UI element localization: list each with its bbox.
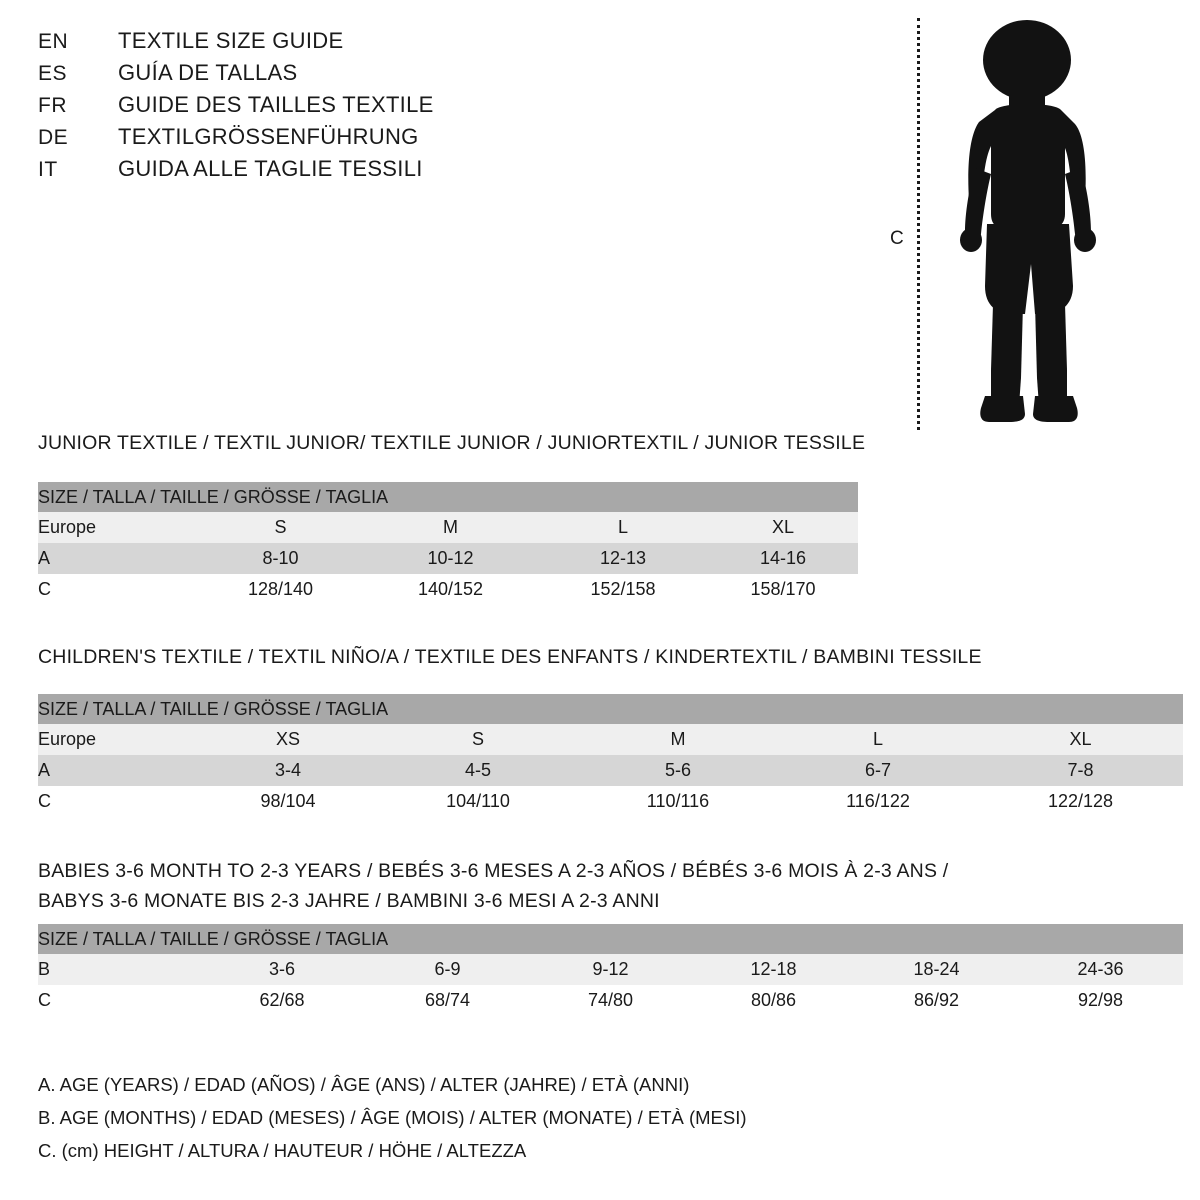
row-label: A — [38, 755, 198, 786]
language-title: GUÍA DE TALLAS — [118, 60, 298, 85]
junior-size-table — [38, 482, 858, 605]
row-value: 3-4 — [198, 755, 378, 786]
table-row — [38, 724, 1183, 755]
row-value: 122/128 — [978, 786, 1183, 817]
footnote-c: C. (cm) HEIGHT / ALTURA / HAUTEUR / HÖHE / ALTEZZA — [38, 1140, 527, 1161]
language-code: EN — [38, 30, 69, 53]
row-value: XL — [708, 512, 858, 543]
row-label: C — [38, 985, 198, 1016]
language-code: ES — [38, 62, 68, 85]
babies-section-title — [38, 856, 948, 916]
row-value: 62/68 — [198, 985, 366, 1016]
row-value: 68/74 — [366, 985, 529, 1016]
language-title: TEXTILGRÖSSENFÜHRUNG — [118, 124, 419, 149]
row-value: 98/104 — [198, 786, 378, 817]
table-row — [38, 574, 858, 605]
row-value: L — [538, 512, 708, 543]
row-value: M — [578, 724, 778, 755]
table-row — [38, 985, 1183, 1016]
babies-table-header: SIZE / TALLA / TAILLE / GRÖSSE / TAGLIA — [38, 924, 1183, 954]
row-value: 6-7 — [778, 755, 978, 786]
row-value: 6-9 — [366, 954, 529, 985]
row-value: M — [363, 512, 538, 543]
row-value: 128/140 — [198, 574, 363, 605]
footnotes-block — [38, 1068, 747, 1167]
row-value: 92/98 — [1018, 985, 1183, 1016]
language-header-block — [38, 28, 738, 188]
row-value: 14-16 — [708, 543, 858, 574]
row-value: L — [778, 724, 978, 755]
table-row — [38, 543, 858, 574]
row-value: 7-8 — [978, 755, 1183, 786]
row-label: C — [38, 786, 198, 817]
row-value: 110/116 — [578, 786, 778, 817]
row-value: 10-12 — [363, 543, 538, 574]
language-code: FR — [38, 94, 67, 117]
junior-section-title: JUNIOR TEXTILE / TEXTIL JUNIOR/ TEXTILE JUNIOR / JUNIORTEXTIL / JUNIOR TESSILE — [38, 432, 866, 454]
language-title: GUIDE DES TAILLES TEXTILE — [118, 92, 434, 117]
language-row — [38, 124, 738, 156]
row-value: 116/122 — [778, 786, 978, 817]
row-label: Europe — [38, 512, 198, 543]
language-row — [38, 92, 738, 124]
row-value: 12-13 — [538, 543, 708, 574]
row-value: 3-6 — [198, 954, 366, 985]
babies-size-table — [38, 924, 1183, 1016]
children-table-header: SIZE / TALLA / TAILLE / GRÖSSE / TAGLIA — [38, 694, 1183, 724]
table-header-row — [38, 482, 858, 512]
language-code: DE — [38, 126, 69, 149]
language-row — [38, 156, 738, 188]
row-value: XS — [198, 724, 378, 755]
row-value: 5-6 — [578, 755, 778, 786]
height-dashed-line — [917, 18, 920, 430]
babies-title-line-1: BABIES 3-6 MONTH TO 2-3 YEARS / BEBÉS 3-6 MESES A 2-3 AÑOS / BÉBÉS 3-6 MOIS À 2-3 ANS / — [38, 860, 949, 882]
row-value: 9-12 — [529, 954, 692, 985]
footnote-b: B. AGE (MONTHS) / EDAD (MESES) / ÂGE (MOIS) / ALTER (MONATE) / ETÀ (MESI) — [38, 1107, 747, 1128]
row-value: 158/170 — [708, 574, 858, 605]
row-value: 8-10 — [198, 543, 363, 574]
row-value: XL — [978, 724, 1183, 755]
language-title: GUIDA ALLE TAGLIE TESSILI — [118, 156, 423, 181]
table-row — [38, 512, 858, 543]
row-label: B — [38, 954, 198, 985]
row-value: S — [198, 512, 363, 543]
babies-title-line-2: BABYS 3-6 MONATE BIS 2-3 JAHRE / BAMBINI 3-6 MESI A 2-3 ANNI — [38, 890, 660, 912]
table-header-row — [38, 924, 1183, 954]
table-row — [38, 954, 1183, 985]
children-section-title: CHILDREN'S TEXTILE / TEXTIL NIÑO/A / TEXTILE DES ENFANTS / KINDERTEXTIL / BAMBINI TESSILE — [38, 646, 982, 668]
footnote-a: A. AGE (YEARS) / EDAD (AÑOS) / ÂGE (ANS) / ALTER (JAHRE) / ETÀ (ANNI) — [38, 1074, 690, 1095]
row-label: C — [38, 574, 198, 605]
junior-table-header: SIZE / TALLA / TAILLE / GRÖSSE / TAGLIA — [38, 482, 858, 512]
row-value: 140/152 — [363, 574, 538, 605]
row-value: 152/158 — [538, 574, 708, 605]
row-value: 80/86 — [692, 985, 855, 1016]
table-row — [38, 755, 1183, 786]
language-row — [38, 28, 738, 60]
height-marker-label: C — [890, 228, 904, 249]
table-header-row — [38, 694, 1183, 724]
language-title: TEXTILE SIZE GUIDE — [118, 28, 344, 53]
row-label: Europe — [38, 724, 198, 755]
row-value: 104/110 — [378, 786, 578, 817]
language-code: IT — [38, 158, 58, 181]
row-value: 24-36 — [1018, 954, 1183, 985]
row-value: 74/80 — [529, 985, 692, 1016]
child-figure-area — [890, 10, 1150, 430]
row-value: 18-24 — [855, 954, 1018, 985]
row-value: 86/92 — [855, 985, 1018, 1016]
row-value: S — [378, 724, 578, 755]
children-size-table — [38, 694, 1183, 817]
row-value: 12-18 — [692, 954, 855, 985]
table-row — [38, 786, 1183, 817]
language-row — [38, 60, 738, 92]
toddler-silhouette-icon — [935, 18, 1125, 430]
row-label: A — [38, 543, 198, 574]
row-value: 4-5 — [378, 755, 578, 786]
